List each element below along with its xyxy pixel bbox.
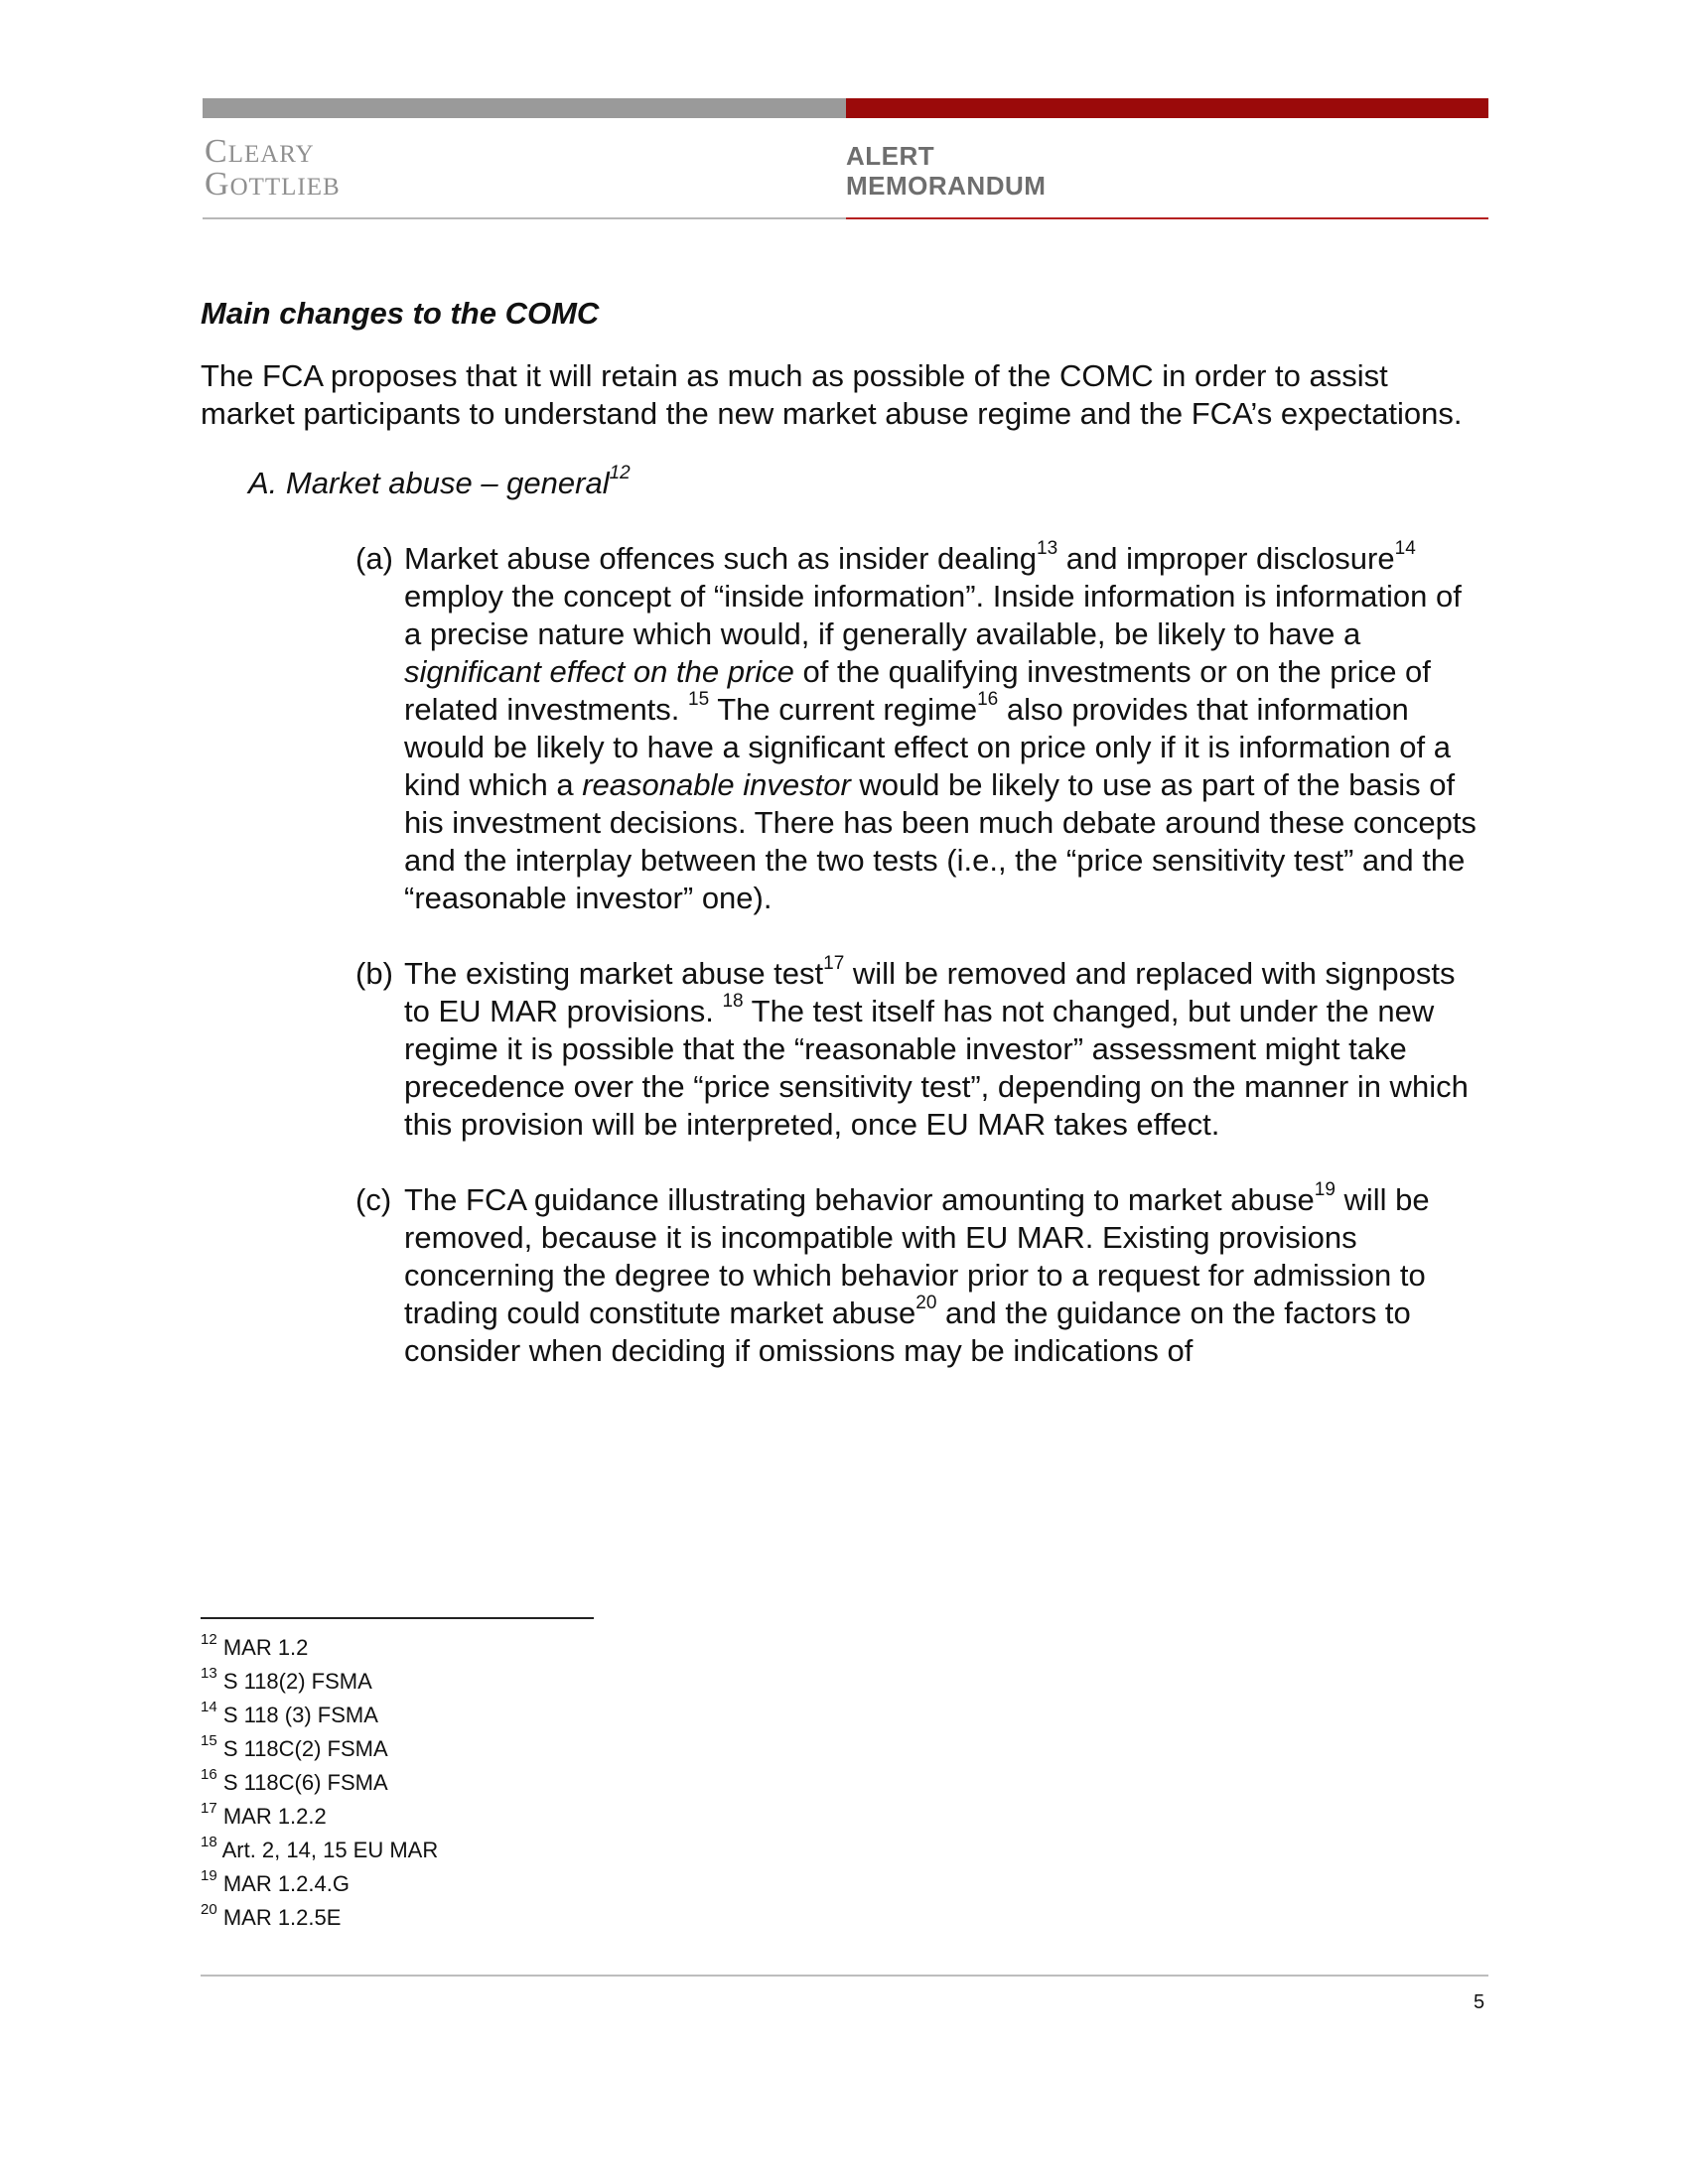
footnote-item: $^{15}$ S 118C(2) FSMA — [201, 1731, 388, 1761]
firm-logo: CLEARY GOTTLIEB — [205, 133, 341, 203]
emphasis-text: reasonable investor — [582, 767, 851, 802]
footnote-ref[interactable]: 13 — [1037, 537, 1058, 559]
footnote-item: $^{20}$ MAR 1.2.5E — [201, 1900, 342, 1930]
doc-type-line2: MEMORANDUM — [846, 171, 1047, 201]
footnote-item: $^{14}$ S 118 (3) FSMA — [201, 1698, 378, 1727]
footnote-item: $^{13}$ S 118(2) FSMA — [201, 1664, 372, 1694]
footnote-ref[interactable]: 18 — [722, 990, 744, 1012]
footnote-item: $^{18}$ Art. 2, 14, 15 EU MAR — [201, 1833, 439, 1862]
page-body — [201, 294, 1491, 1408]
footnote-separator — [201, 1617, 594, 1619]
header-red-rule — [846, 217, 1488, 219]
item-label: (a) — [355, 541, 393, 576]
footnote-ref[interactable]: 19 — [1314, 1178, 1336, 1200]
header-gray-bar — [203, 98, 846, 118]
footnote-ref[interactable]: 16 — [977, 688, 999, 710]
list-item-a: (a) Market abuse offences such as insider dealing$^{13}$ and improper disclosure$^{14}$ employ the concept of “inside information”. Inside information is information of a precise nature which would, if generally available, be likely to have a significant effect on the price of the qualifying investments or on the price of related investments. $^{15}$ The current regime$^{16}$ also provides that information would be likely to have a significant effect on price only if it is information of a kind which a reasonable investor would be likely to use as part of the basis of his investment decisions. There has been much debate around these concepts and the interplay between the two tests (i.e., the “price sensitivity test” and the “reasonable investor” one). — [355, 537, 1477, 915]
footnote-ref[interactable]: 20 — [915, 1292, 937, 1313]
header-red-bar — [846, 98, 1488, 118]
list-item-b: (b) The existing market abuse test$^{17}$ will be removed and replaced with signposts to EU MAR provisions. $^{18}$ The test itself has not changed, but under the new regime it is possible that the “reasonable investor” assessment might take precedence over the “price sensitivity test”, depending on the manner in which this provision will be interpreted, once EU MAR takes effect. — [355, 952, 1469, 1142]
header-gray-rule — [203, 217, 846, 219]
footnotes — [201, 1631, 438, 1935]
footnote-item: $^{12}$ MAR 1.2 — [201, 1630, 309, 1660]
footnote-ref[interactable]: 15 — [688, 688, 710, 710]
footnote-item: $^{17}$ MAR 1.2.2 — [201, 1799, 327, 1829]
intro-paragraph: The FCA proposes that it will retain as much as possible of the COMC in order to assist market participants to understand the new market abuse regime and the FCA’s expectations. — [201, 358, 1463, 431]
footnote-ref[interactable]: 17 — [823, 952, 845, 974]
document-type — [846, 141, 1046, 201]
footnote-ref[interactable]: 12 — [609, 462, 631, 483]
footnote-item: $^{16}$ S 118C(6) FSMA — [201, 1765, 388, 1795]
section-heading: Main changes to the COMC — [201, 296, 600, 331]
footnote-ref[interactable]: 14 — [1394, 537, 1416, 559]
subheading: A. Market abuse – general$^{12}$ — [248, 462, 631, 500]
footer-rule — [201, 1975, 1488, 1977]
item-list — [201, 537, 1491, 1370]
item-label: (b) — [355, 956, 393, 991]
emphasis-text: significant effect on the price — [404, 654, 794, 689]
doc-type-line1: ALERT — [846, 141, 935, 171]
list-item-c: (c) The FCA guidance illustrating behavior amounting to market abuse$^{19}$ will be removed, because it is incompatible with EU MAR. Existing provisions concerning the degree to which behavior prior to a request for admission to trading could constitute market abuse$^{20}$ and the guidance on the factors to consider when deciding if omissions may be indications of — [355, 1178, 1430, 1368]
page-number: 5 — [1474, 1991, 1485, 2013]
item-label: (c) — [355, 1182, 392, 1217]
footnote-item: $^{19}$ MAR 1.2.4.G — [201, 1866, 350, 1896]
